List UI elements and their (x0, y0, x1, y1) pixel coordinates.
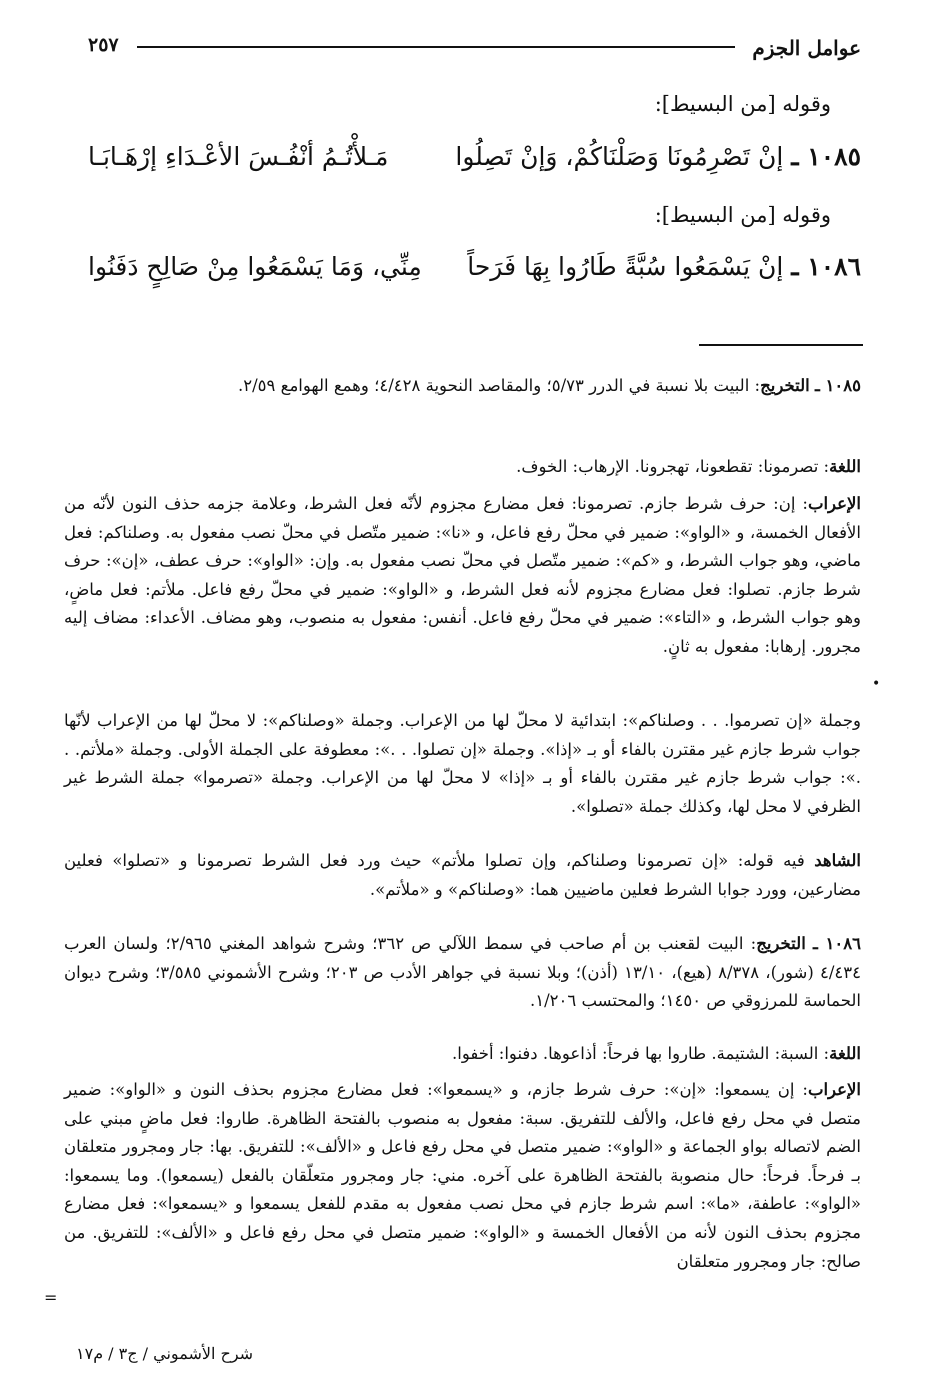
verse-intro-1086: وقوله [من البسيط]: (654, 203, 831, 227)
hemistich-text: إنْ تَصْرِمُونَا وَصَلْنَاكُمْ، وَإنْ تَصِلُوا (455, 142, 784, 171)
verse-number: ١٠٨٦ ـ (791, 252, 861, 281)
section-text: : البيت بلا نسبة في الدرر ٥/٧٣؛ والمقاصد النحوية ٤/٤٢٨؛ وهمع الهوامع ٢/٥٩. (238, 376, 761, 395)
margin-dot: • (872, 676, 881, 692)
footnote-rule (699, 344, 863, 346)
verse-number: ١٠٨٥ ـ (791, 142, 861, 171)
footnote-1086-irab (64, 1076, 861, 1276)
signature-line: شرح الأشموني / ج٣ / م١٧ (76, 1344, 254, 1363)
section-text: : تصرمونا: تقطعونا، تهجرونا. الإرهاب: الخوف. (516, 457, 830, 476)
running-header-title: عوامل الجزم (752, 36, 861, 60)
section-text: : إن: حرف شرط جازم. تصرمونا: فعل مضارع مجزوم لأنّه فعل الشرط، وعلامة جزمه حذف النون لأنّه من الأفعال الخمسة، و «الواو»: ضمير في محلّ رفع فاعل، و «نا»: ضمير متّصل في محلّ نصب مفعول به. وصلناكم: فعل ماضي، وهو جواب الشرط، و «كم»: ضمير متّصل في محلّ نصب مفعول به. وإن: «الواو»: حرف عطف، «إن»: حرف شرط جازم. تصلوا: فعل مضارع مجزوم لأنه فعل الشرط، و «الواو»: ضمير في محلّ رفع فاعل. ملأتم: فعل ماضٍ، وهو جواب الشرط، و «التاء»: ضمير في محلّ رفع فاعل. أنفس: مفعول به منصوب، وهو مضاف. الأعداء: مضاف إليه مجرور. إرهابا: مفعول به ثانٍ. (64, 494, 861, 656)
verse-1086-second-hemistich: مِنِّي، وَمَا يَسْمَعُوا مِنْ صَالِحٍ دَفَنُوا (88, 252, 422, 281)
page-number: ٢٥٧ (88, 34, 119, 56)
verse-intro-1085: وقوله [من البسيط]: (654, 92, 831, 116)
footnote-1085-takhrij (64, 372, 861, 401)
section-label: التخريج (756, 934, 806, 953)
section-label: الشاهد (814, 851, 861, 870)
section-label: التخريج (760, 376, 810, 395)
verse-1085-second-hemistich: مَـلأْتُـمُ أنْفُـسَ الأعْـدَاءِ إرْهَـابَـا (88, 142, 389, 171)
verse-1086 (88, 252, 861, 292)
section-label: اللغة (829, 457, 861, 476)
footnote-1085-shahid (64, 847, 861, 904)
footnote-1085-jumal (64, 707, 861, 821)
hemistich-text: إنْ يَسْمَعُوا سُبَّةً طَارُوا بِهَا فَرَحاً (467, 252, 784, 281)
verse-1086-first-hemistich (467, 252, 861, 281)
section-label: الإعراب (807, 1080, 861, 1099)
footnote-1085-lugha (64, 453, 861, 482)
section-text: : البيت لقعنب بن أم صاحب في سمط اللآلي ص ٣٦٢؛ وشرح شواهد المغني ٢/٩٦٥؛ ولسان العرب ٤/٤٣٤ (شور)، ٨/٣٧٨ (هيع)، ١٣/١٠ (أذن)؛ وبلا نسبة في جواهر الأدب ص ٢٠٣؛ وشرح الأشموني ٣/٥٨٥؛ وشرح ديوان الحماسة للمرزوقي ص ١٤٥٠؛ والمحتسب ١/٢٠٦. (64, 934, 861, 1011)
section-text: فيه قوله: «إن تصرمونا وصلناكم، وإن تصلوا ملأتم» حيث ورد فعل الشرط تصرمونا و «تصلوا» فعلين مضارعين، وورد جوابا الشرط فعلين ماضيين هما: «وصلناكم» و «ملأتم». (64, 851, 861, 899)
footnote-1086-lugha (64, 1040, 861, 1069)
footnote-number: ١٠٨٥ ـ (814, 376, 861, 395)
verse-1085 (88, 142, 861, 182)
continuation-mark: = (44, 1288, 58, 1307)
section-text: وجملة «إن تصرموا. . . وصلناكم»: ابتدائية لا محلّ لها من الإعراب. وجملة «وصلناكم»: لا محلّ لها من الإعراب لأنّها جواب شرط جازم غير مقترن بالفاء أو بـ «إذا». وجملة «إن تصلوا. . .»: معطوفة على الجملة الأولى. وجملة «ملأتم. . .»: جواب شرط جازم غير مقترن بالفاء أو بـ «إذا» لا محلّ لها من الإعراب. وجملة «تصرموا» جملة الشرط غير الظرفي لا محل لها، وكذلك جملة «تصلوا». (64, 711, 861, 816)
footnote-number: ١٠٨٦ ـ (812, 934, 861, 953)
section-label: الإعراب (807, 494, 861, 513)
footnote-1086-takhrij (64, 930, 861, 1016)
section-text: : السبة: الشتيمة. طاروا بها فرحاً: أذاعوها. دفنوا: أخفوا. (452, 1044, 830, 1063)
section-text: : إن يسمعوا: «إن»: حرف شرط جازم، و «يسمعوا»: فعل مضارع مجزوم بحذف النون و «الواو»: ضمير متصل في محل رفع فاعل، والألف للتفريق. سبة: مفعول به منصوب بالفتحة الظاهرة. طاروا: فعل ماضٍ مبني على الضم لاتصاله بواو الجماعة و «الواو»: ضمير متصل في محل رفع فاعل و «الألف»: للتفريق. بها: جار ومجرور متعلقان بـ فرحاً. فرحاً: حال منصوبة بالفتحة الظاهرة على آخره. مني: جار ومجرور متعلّقان بالفعل (يسمعوا). وما يسمعوا: «الواو»: عاطفة، «ما»: اسم شرط جازم في محل نصب مفعول به مقدم للفعل يسمعوا و «يسمعوا»: فعل مضارع مجزوم بحذف النون لأنه من الأفعال الخمسة و «الواو»: ضمير متصل في محل رفع فاعل و «الألف»: للتفريق. من صالح: جار ومجرور متعلقان (64, 1080, 861, 1271)
header-rule (137, 46, 735, 48)
footnote-1085-irab (64, 490, 861, 662)
section-label: اللغة (829, 1044, 861, 1063)
verse-1085-first-hemistich (455, 142, 861, 171)
